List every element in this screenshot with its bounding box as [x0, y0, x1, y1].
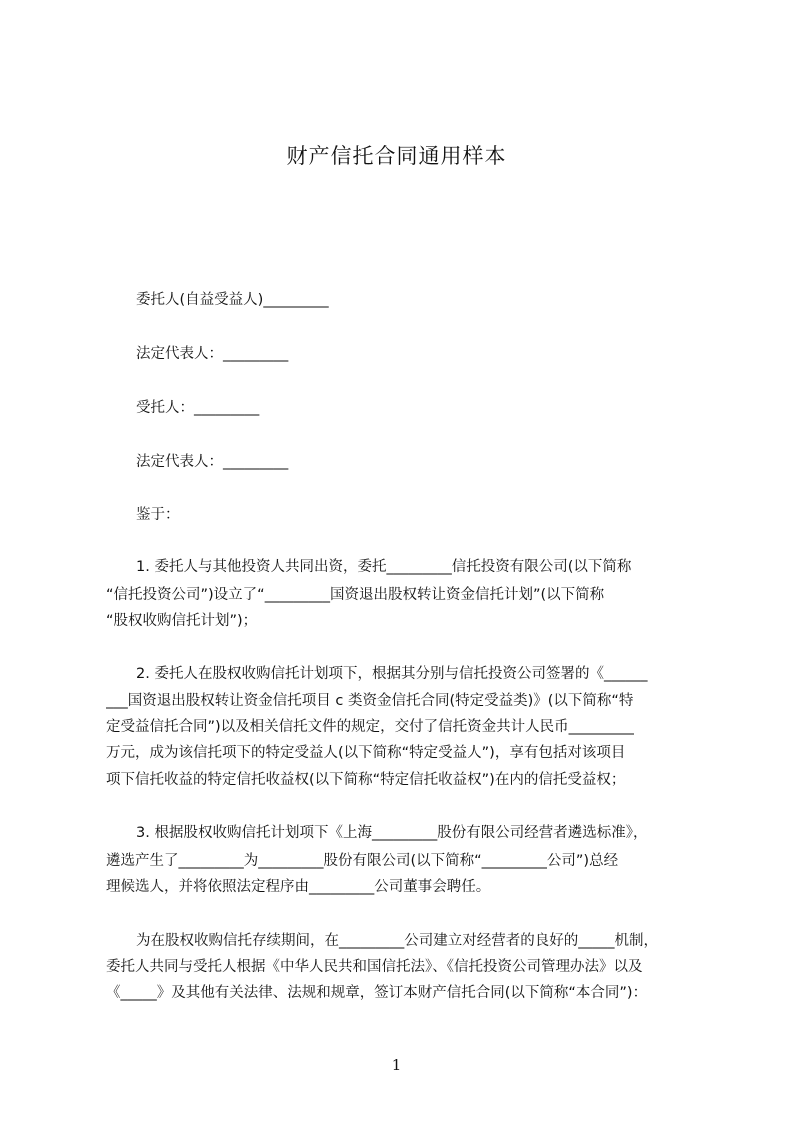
paragraph-2-line-1: 2. 委托人在股权收购信托计划项下，根据其分别与信托投资公司签署的《______: [136, 666, 648, 682]
field-trustee: 受托人：_________: [136, 400, 260, 416]
paragraph-1-line-2: “信托投资公司”)设立了“_________国资退出股权转让资金信托计划”(以下简称: [106, 587, 605, 603]
paragraph-2-line-2: ___国资退出股权转让资金信托项目 c 类资金信托合同(特定受益类)》(以下简称“特: [106, 693, 634, 709]
paragraph-3-line-3: 理候选人，并将依照法定程序由_________公司董事会聘任。: [106, 879, 491, 895]
paragraph-3-line-2: 遴选产生了_________为_________股份有限公司(以下简称“_________公司”)总经: [106, 853, 619, 869]
paragraph-2-line-3: 定受益信托合同”)以及相关信托文件的规定，交付了信托资金共计人民币_________: [106, 719, 634, 735]
field-legal-representative-trustee: 法定代表人：_________: [136, 454, 289, 470]
paragraph-4-line-1: 为在股权收购信托存续期间，在_________公司建立对经营者的良好的_____机制，: [136, 933, 658, 949]
field-legal-representative-trustor: 法定代表人：_________: [136, 346, 289, 362]
paragraph-2-line-5: 项下信托收益的特定信托收益权(以下简称“特定信托收益权”)在内的信托受益权；: [106, 772, 626, 788]
whereas-heading: 鉴于：: [136, 507, 180, 523]
paragraph-4-line-2: 委托人共同与受托人根据《中华人民共和国信托法》、《信托投资公司管理办法》以及: [106, 959, 643, 975]
page-number: 1: [391, 1056, 402, 1074]
paragraph-3-line-1: 3. 根据股权收购信托计划项下《上海_________股份有限公司经营者遴选标准》，: [136, 825, 648, 841]
paragraph-1-line-3: “股权收购信托计划”)；: [106, 613, 258, 629]
paragraph-2-line-4: 万元，成为该信托项下的特定受益人(以下简称“特定受益人”)，享有包括对该项目: [106, 745, 626, 761]
paragraph-4-line-3: 《_____》及其他有关法律、法规和规章，签订本财产信托合同(以下简称“本合同”)：: [106, 985, 648, 1001]
paragraph-1-line-1: 1. 委托人与其他投资人共同出资，委托_________信托投资有限公司(以下简称: [136, 559, 632, 575]
document-title: 财产信托合同通用样本: [286, 144, 507, 168]
field-trustor: 委托人(自益受益人)_________: [136, 292, 329, 308]
